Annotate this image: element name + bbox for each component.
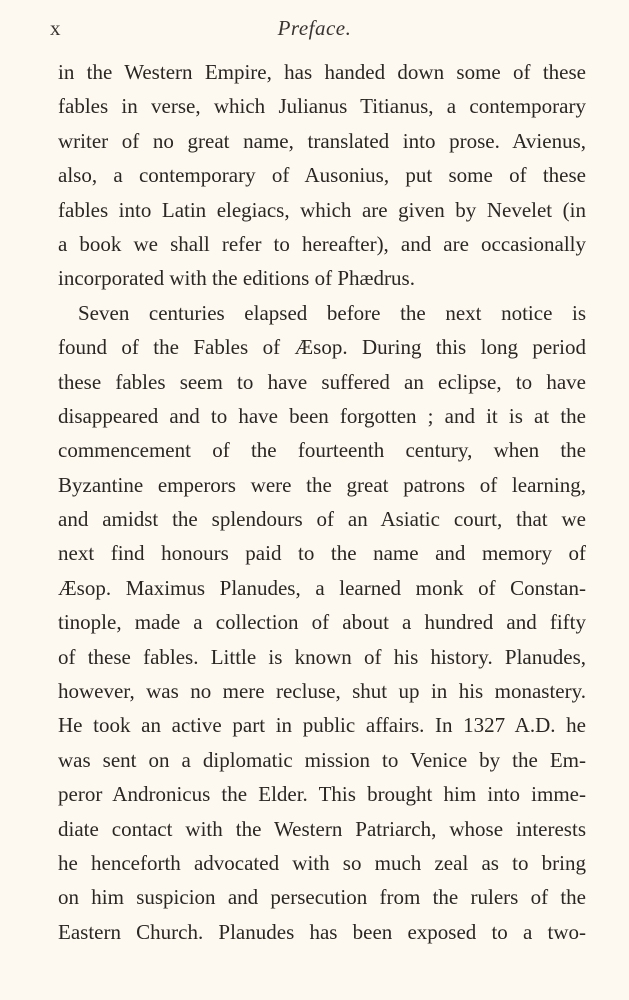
text-line: was sent on a diplomatic mission to Venice by the Em- [58, 747, 586, 772]
paragraph-start-line: Seven centuries elapsed before the next notice is [78, 300, 586, 325]
text-line: Eastern Church. Planudes has been exposed to a two- [58, 919, 586, 944]
text-line: disappeared and to have been forgotten ; and it is at the [58, 403, 586, 428]
text-line: he henceforth advocated with so much zeal as to bring [58, 850, 586, 875]
text-line: Byzantine emperors were the great patrons of learning, [58, 472, 586, 497]
text-line: tinople, made a collection of about a hundred and fifty [58, 610, 586, 635]
text-line: however, was no mere recluse, shut up in his monastery. [58, 679, 586, 704]
text-line: diate contact with the Western Patriarch, whose interests [58, 816, 586, 841]
text-line: a book we shall refer to hereafter), and are occasionally [58, 231, 586, 256]
text-line: and amidst the splendours of an Asiatic court, that we [58, 507, 586, 532]
paragraph-end-line: incorporated with the editions of Phædrus. [58, 266, 415, 291]
text-line: on him suspicion and persecution from the rulers of the [58, 885, 586, 910]
text-line: fables into Latin elegiacs, which are given by Nevelet (in [58, 197, 586, 222]
text-line: in the Western Empire, has handed down some of these [58, 60, 586, 84]
text-line: these fables seem to have suffered an eclipse, to have [58, 369, 586, 394]
page-number: x [50, 16, 62, 40]
text-line: next find honours paid to the name and memory of [58, 541, 586, 566]
text-line: found of the Fables of Æsop. During this long period [58, 335, 586, 360]
text-line: peror Andronicus the Elder. This brought him into imme- [58, 782, 586, 807]
text-line: He took an active part in public affairs. In 1327 A.D. he [58, 713, 586, 738]
running-title: Preface. [277, 16, 352, 40]
text-line: writer of no great name, translated into prose. Avienus, [58, 128, 586, 153]
text-line: Æsop. Maximus Planudes, a learned monk of Constan- [58, 575, 586, 600]
text-line: also, a contemporary of Ausonius, put some of these [58, 163, 586, 188]
text-line: fables in verse, which Julianus Titianus, a contemporary [58, 94, 586, 119]
text-line: of these fables. Little is known of his history. Planudes, [58, 644, 586, 669]
body-text [58, 55, 586, 949]
running-head [0, 16, 629, 48]
text-line: commencement of the fourteenth century, when the [58, 438, 586, 463]
